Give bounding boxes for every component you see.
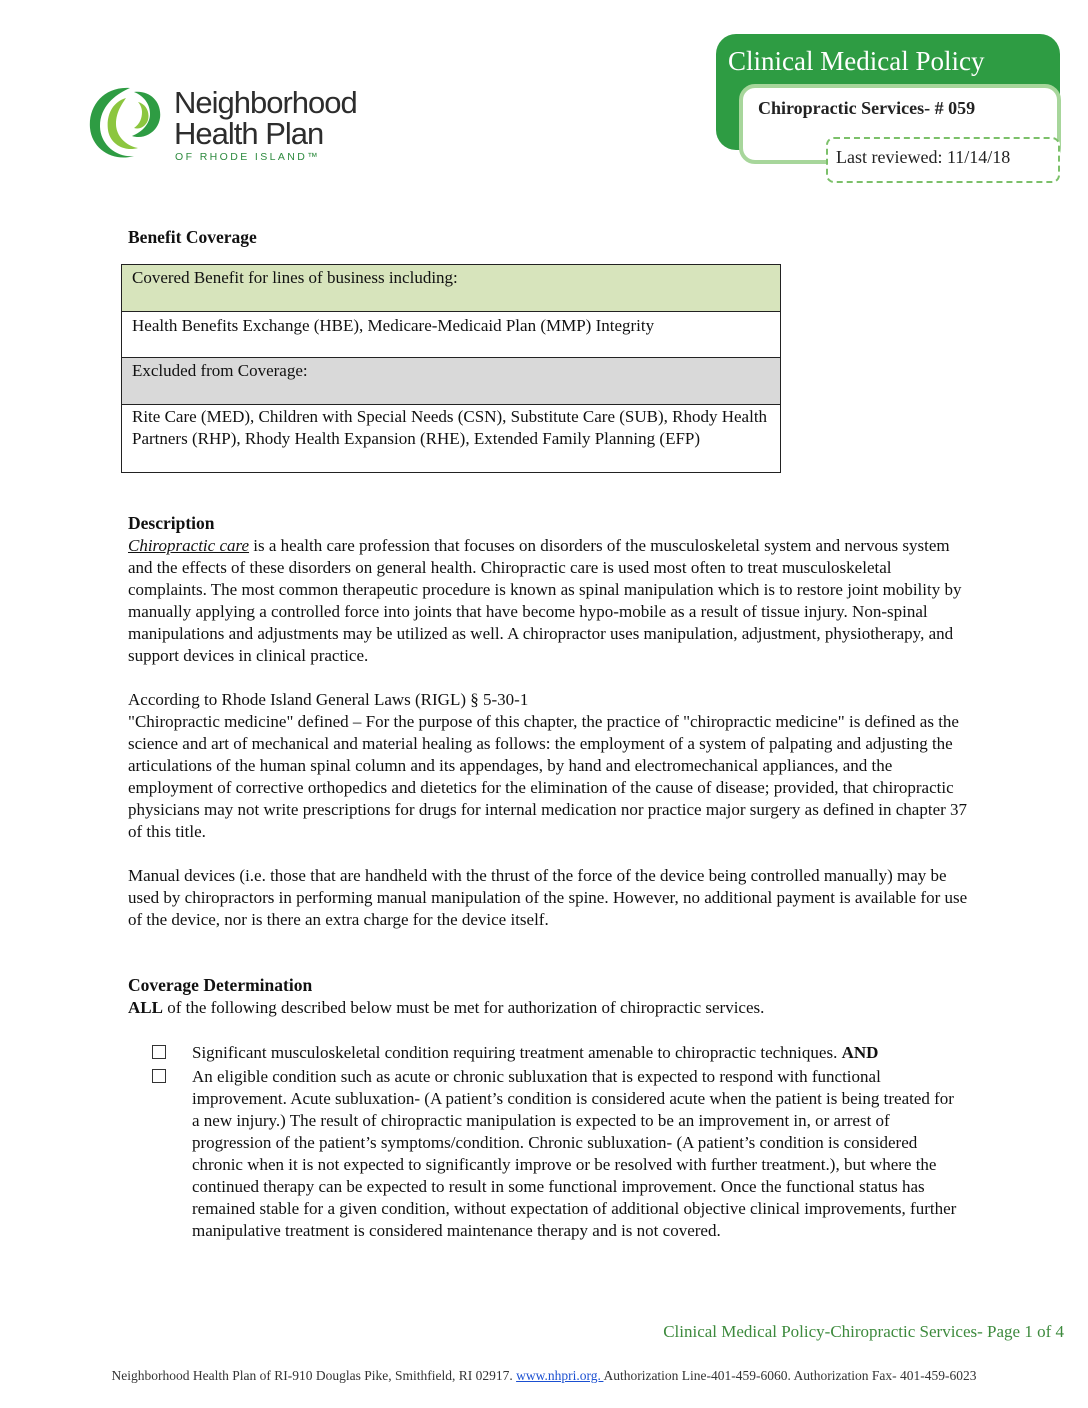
- chiropractic-care-link[interactable]: Chiropractic care: [128, 536, 250, 555]
- excluded-lines-cell: Rite Care (MED), Children with Special Needs (CSN), Substitute Care (SUB), Rhody Health Partners (RHP), Rhody Health Expansion (RHE), Extended Family Planning (EFP): [122, 405, 781, 473]
- logo-swirl-icon: [82, 78, 172, 168]
- logo-text-line1: Neighborhood: [174, 85, 357, 120]
- table-row: [122, 358, 781, 405]
- benefit-coverage-heading: Benefit Coverage: [128, 227, 257, 247]
- covered-lines-cell: Health Benefits Exchange (HBE), Medicare-Medicaid Plan (MMP) Integrity: [122, 312, 781, 358]
- criterion-1-text: Significant musculoskeletal condition requiring treatment amenable to chiropractic techniques.: [192, 1043, 842, 1062]
- description-heading: Description: [128, 513, 215, 533]
- table-row: [122, 312, 781, 358]
- intro-all-label: ALL: [128, 998, 163, 1017]
- description-paragraph-2: [128, 689, 968, 843]
- address-footer: [0, 1368, 1088, 1384]
- website-link[interactable]: www.nhpri.org.: [516, 1368, 604, 1383]
- checkbox-icon: [152, 1069, 166, 1083]
- coverage-determination-intro: [128, 997, 968, 1019]
- company-logo: [82, 78, 382, 168]
- address-suffix: Authorization Line-401-459-6060. Authorization Fax- 401-459-6023: [603, 1368, 977, 1383]
- intro-text: of the following described below must be met for authorization of chiropractic services.: [162, 998, 765, 1017]
- policy-title: Clinical Medical Policy: [728, 46, 985, 76]
- coverage-table: [121, 264, 781, 473]
- policy-name: Chiropractic Services- # 059: [758, 98, 976, 118]
- criterion-2-text: An eligible condition such as acute or chronic subluxation that is expected to respond with functional improvement. Acute subluxation- (A patient’s condition is considered acute when the patient is being treated for a new injury.) The result of chiropractic manipulation is expected to be an improvement in, or arrest of progression of the patient’s symptoms/condition. Chronic subluxation- (A patient’s condition is considered chronic when it is not expected to significantly improve or be resolved with further treatment.), but where the continued therapy can be expected to result in some functional improvement. Once the functional status has remained stable for a given condition, without expectation of additional objective clinical improvements, further manipulative treatment is considered maintenance therapy and is not covered.: [192, 1067, 957, 1240]
- logo-text-line2: Health Plan: [174, 116, 324, 151]
- description-paragraph-1: [128, 535, 968, 667]
- last-reviewed-date: Last reviewed: 11/14/18: [836, 147, 1011, 167]
- rigl-definition: "Chiropractic medicine" defined – For the purpose of this chapter, the practice of "chiropractic medicine" is defined as the science and art of mechanical and material healing as follows: the employment of a system of palpating and adjusting the articulations of the human spinal column and its appendages, by hand and electromechanical appliances, and the employment of corrective orthopedics and dietetics for the elimination of the cause of disease; provided, that chiropractic physicians may not write prescriptions for drugs for internal medication nor practice major surgery as defined in chapter 37 of this title.: [128, 712, 968, 841]
- table-row: [122, 265, 781, 312]
- checkbox-icon: [152, 1045, 166, 1059]
- covered-header-cell: Covered Benefit for lines of business including:: [122, 265, 781, 312]
- list-item: [152, 1066, 964, 1242]
- excluded-header-cell: Excluded from Coverage:: [122, 358, 781, 405]
- address-prefix: Neighborhood Health Plan of RI-910 Douglas Pike, Smithfield, RI 02917.: [111, 1368, 517, 1383]
- coverage-determination-heading: Coverage Determination: [128, 975, 313, 995]
- list-item: [152, 1042, 964, 1064]
- description-paragraph-3: Manual devices (i.e. those that are handheld with the thrust of the force of the device being controlled manually) may be used by chiropractors in performing manual manipulation of the spine. However, no additional payment is available for use of the device, nor is there an extra charge for the device itself.: [128, 866, 968, 929]
- logo-text-line3: OF RHODE ISLAND™: [175, 151, 321, 163]
- description-paragraph-1-text: is a health care profession that focuses on disorders of the musculoskeletal system and nervous system and the effects of these disorders on general health. Chiropractic care is used most often to treat musculoskeletal complaints. The most common therapeutic procedure is known as spinal manipulation which is to restore joint mobility by manually applying a controlled force into joints that have become hypo-mobile as a result of tissue injury. Non-spinal manipulations and adjustments may be utilized as well. A chiropractor uses manipulation, adjustment, physiotherapy, and support devices in clinical practice.: [128, 536, 962, 665]
- criteria-checklist: [152, 1042, 964, 1244]
- rigl-citation: According to Rhode Island General Laws (RIGL) § 5-30-1: [128, 690, 529, 709]
- page-footer-label: Clinical Medical Policy-Chiropractic Services- Page 1 of 4: [663, 1322, 1064, 1341]
- table-row: [122, 405, 781, 473]
- criterion-1-and: AND: [841, 1043, 879, 1062]
